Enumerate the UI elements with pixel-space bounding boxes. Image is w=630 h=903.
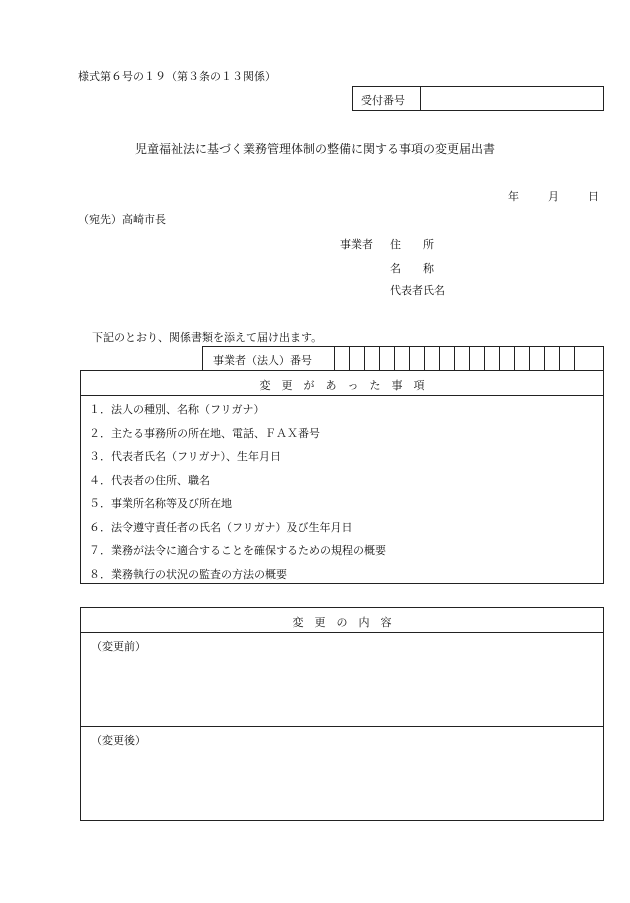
after-label: （変更後） bbox=[91, 734, 146, 747]
document-title: 児童福祉法に基づく業務管理体制の整備に関する事項の変更届出書 bbox=[134, 142, 495, 156]
change-item: ７．業務が法令に適合することを確保するための規程の概要 bbox=[89, 544, 386, 557]
change-item: ２．主たる事務所の所在地、電話、ＦＡＸ番号 bbox=[89, 426, 320, 440]
business-number-digit-cell[interactable] bbox=[575, 347, 590, 370]
before-after-divider bbox=[81, 726, 603, 727]
business-number-digit-cell[interactable] bbox=[485, 347, 500, 370]
representative-label: 代表者氏名 bbox=[390, 284, 445, 297]
business-number-digit-cell[interactable] bbox=[425, 347, 440, 370]
business-number-digit-cell[interactable] bbox=[500, 347, 515, 370]
business-number-digit-cell[interactable] bbox=[530, 347, 545, 370]
date-month-label: 月 bbox=[548, 190, 559, 203]
intro-text: 下記のとおり、関係書類を添えて届け出ます。 bbox=[92, 331, 323, 344]
content-header-divider bbox=[81, 632, 603, 633]
business-number-digit-cell[interactable] bbox=[545, 347, 560, 370]
reception-box bbox=[352, 86, 604, 111]
business-number-digit-cell[interactable] bbox=[455, 347, 470, 370]
business-number-digit-cell[interactable] bbox=[380, 347, 395, 370]
change-item: ３．代表者氏名（フリガナ）、生年月日 bbox=[89, 450, 281, 463]
form-number: 様式第６号の１９（第３条の１３関係） bbox=[78, 70, 276, 83]
change-item: ５．事業所名称等及び所在地 bbox=[89, 497, 232, 510]
submitter-group-label: 事業者 bbox=[340, 238, 373, 251]
business-number-digit-cell[interactable] bbox=[350, 347, 365, 370]
address-label: 住 所 bbox=[390, 238, 434, 251]
name-label: 名 称 bbox=[390, 262, 434, 275]
content-table bbox=[80, 607, 604, 821]
business-number-digit-cell[interactable] bbox=[410, 347, 425, 370]
business-number-digit-cell[interactable] bbox=[440, 347, 455, 370]
business-number-digit-cell[interactable] bbox=[470, 347, 485, 370]
changes-header: 変 更 が あ っ た 事 項 bbox=[259, 379, 425, 392]
change-item: ６．法令遵守責任者の氏名（フリガナ）及び生年月日 bbox=[89, 520, 353, 534]
after-field[interactable] bbox=[85, 748, 599, 816]
addressee: （宛先）高崎市長 bbox=[78, 213, 166, 226]
date-year-label: 年 bbox=[508, 190, 519, 203]
business-number-label: 事業者（法人）番号 bbox=[213, 354, 312, 367]
changes-header-divider bbox=[81, 395, 603, 396]
business-number-digit-cell[interactable] bbox=[560, 347, 575, 370]
business-number-digit-cell[interactable] bbox=[515, 347, 530, 370]
date-day-label: 日 bbox=[588, 190, 599, 203]
content-header: 変 更 の 内 容 bbox=[292, 616, 392, 629]
reception-number-field[interactable] bbox=[425, 92, 595, 108]
changes-table bbox=[80, 370, 604, 584]
change-item: ８．業務執行の状況の監査の方法の概要 bbox=[89, 567, 287, 581]
reception-label: 受付番号 bbox=[361, 94, 405, 107]
business-number-row bbox=[202, 346, 604, 370]
business-number-digit-cell[interactable] bbox=[395, 347, 410, 370]
business-number-digit-cell[interactable] bbox=[335, 347, 350, 370]
before-label: （変更前） bbox=[91, 640, 146, 653]
business-number-digit-cell[interactable] bbox=[365, 347, 380, 370]
change-item: ４．代表者の住所、職名 bbox=[89, 473, 210, 487]
change-item: １．法人の種別、名称（フリガナ） bbox=[89, 403, 265, 416]
before-field[interactable] bbox=[85, 654, 599, 722]
